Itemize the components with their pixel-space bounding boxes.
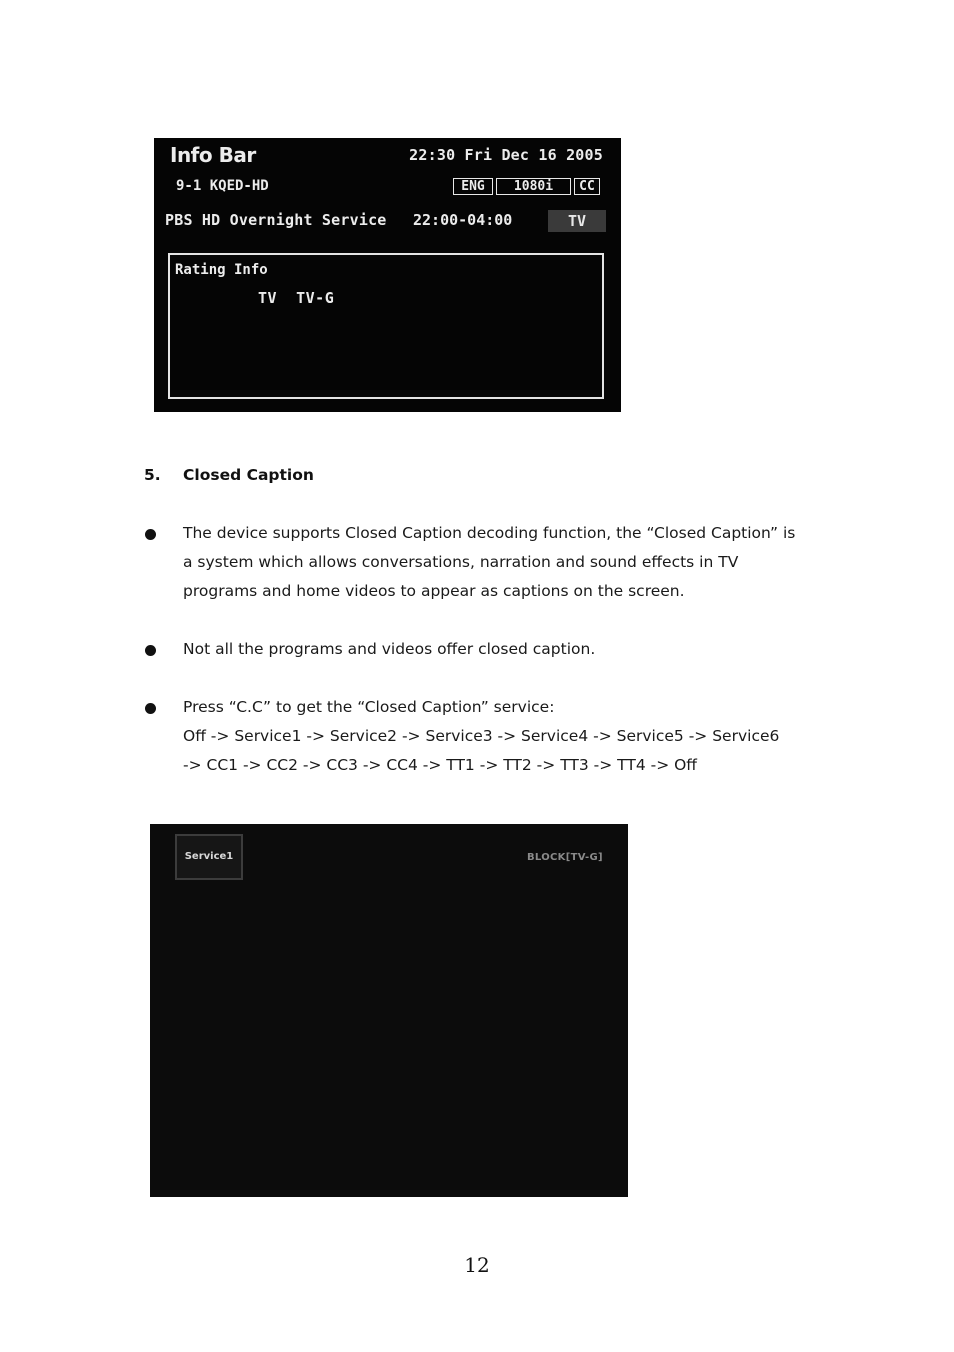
bullet-icon [145, 529, 156, 540]
stream-badges [453, 178, 600, 195]
closed-caption-screenshot [150, 824, 628, 1197]
page-number: 12 [464, 1253, 490, 1277]
paragraph-line: Not all the programs and videos offer closed caption. [183, 640, 596, 658]
section-title: Closed Caption [183, 466, 314, 484]
resolution-badge: 1080i [496, 178, 571, 195]
paragraph-line: Off -> Service1 -> Service2 -> Service3 -> Service4 -> Service5 -> Service6 [183, 727, 780, 745]
service-indicator: Service1 [175, 834, 243, 880]
channel-name: 9-1 KQED-HD [176, 178, 269, 194]
info-bar-title: Info Bar [170, 143, 256, 167]
tv-label: TV [548, 210, 606, 232]
language-badge: ENG [453, 178, 493, 195]
info-bar-datetime: 22:30 Fri Dec 16 2005 [409, 146, 603, 164]
rating-info-box [168, 253, 604, 399]
paragraph-line: -> CC1 -> CC2 -> CC3 -> CC4 -> TT1 -> TT2 -> TT3 -> TT4 -> Off [183, 756, 697, 774]
info-bar-screenshot [154, 138, 621, 412]
paragraph-line: The device supports Closed Caption decoding function, the “Closed Caption” is [183, 524, 796, 542]
section-number: 5. [144, 466, 161, 484]
block-indicator: BLOCK[TV-G] [527, 852, 603, 863]
paragraph-line: a system which allows conversations, narration and sound effects in TV [183, 553, 739, 571]
bullet-paragraph [183, 693, 823, 780]
rating-info-label: Rating Info [175, 262, 268, 278]
bullet-icon [145, 703, 156, 714]
paragraph-line: Press “C.C” to get the “Closed Caption” service: [183, 698, 555, 716]
cc-badge: CC [574, 178, 600, 195]
paragraph-line: programs and home videos to appear as captions on the screen. [183, 582, 685, 600]
bullet-paragraph [183, 519, 823, 606]
bullet-paragraph [183, 635, 823, 664]
bullet-icon [145, 645, 156, 656]
program-time-range: 22:00-04:00 [413, 211, 513, 229]
section-heading [144, 466, 314, 484]
rating-value: TV TV-G [258, 289, 335, 307]
program-title: PBS HD Overnight Service [165, 211, 387, 229]
